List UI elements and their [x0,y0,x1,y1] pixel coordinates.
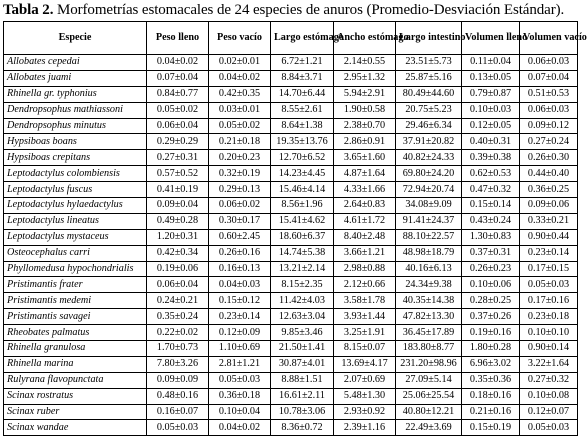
cell-largo-estomago: 8.84±3.71 [271,70,334,86]
header-ancho-estomago: Ancho estómago [334,22,396,55]
cell-ancho-estomago: 2.93±0.92 [334,404,396,420]
cell-volumen-lleno: 0.40±0.31 [462,134,520,150]
cell-largo-estomago: 8.15±2.35 [271,277,334,293]
cell-largo-estomago: 19.35±13.76 [271,134,334,150]
table-row [4,277,578,293]
cell-ancho-estomago: 2.07±0.69 [334,372,396,388]
cell-species: Hypsiboas crepitans [4,150,147,166]
cell-largo-intestino: 40.16±6.13 [396,261,462,277]
cell-species: Scinax ruber [4,404,147,420]
cell-largo-estomago: 15.46±4.14 [271,182,334,198]
header-peso-lleno: Peso lleno [147,22,209,55]
cell-species: Leptodactylus lineatus [4,213,147,229]
cell-peso-lleno: 0.41±0.19 [147,182,209,198]
cell-volumen-lleno: 1.80±0.28 [462,341,520,357]
cell-largo-intestino: 34.08±9.09 [396,198,462,214]
cell-largo-estomago: 8.56±1.96 [271,198,334,214]
table-row [4,198,578,214]
table-row [4,166,578,182]
cell-peso-vacio: 0.29±0.13 [209,182,271,198]
cell-volumen-lleno: 0.39±0.38 [462,150,520,166]
cell-largo-intestino: 22.49±3.69 [396,420,462,436]
table-row [4,372,578,388]
cell-volumen-lleno: 0.37±0.26 [462,309,520,325]
cell-largo-estomago: 9.85±3.46 [271,325,334,341]
cell-volumen-lleno: 0.35±0.36 [462,372,520,388]
cell-volumen-vacio: 0.27±0.32 [520,372,578,388]
table-row [4,102,578,118]
cell-largo-intestino: 69.80±24.20 [396,166,462,182]
table-row [4,261,578,277]
cell-ancho-estomago: 2.39±1.16 [334,420,396,436]
cell-peso-lleno: 0.24±0.21 [147,293,209,309]
cell-ancho-estomago: 2.14±0.55 [334,55,396,71]
cell-ancho-estomago: 5.94±2.91 [334,86,396,102]
cell-peso-vacio: 0.03±0.01 [209,102,271,118]
cell-volumen-vacio: 0.33±0.21 [520,213,578,229]
cell-species: Rulyrana flavopunctata [4,372,147,388]
cell-peso-lleno: 0.49±0.28 [147,213,209,229]
cell-largo-estomago: 14.70±6.44 [271,86,334,102]
cell-ancho-estomago: 2.12±0.66 [334,277,396,293]
cell-peso-lleno: 0.84±0.77 [147,86,209,102]
cell-peso-lleno: 0.09±0.04 [147,198,209,214]
cell-peso-vacio: 0.10±0.04 [209,404,271,420]
cell-peso-lleno: 0.05±0.02 [147,102,209,118]
cell-peso-vacio: 0.04±0.03 [209,277,271,293]
cell-peso-vacio: 0.42±0.35 [209,86,271,102]
cell-volumen-vacio: 0.17±0.15 [520,261,578,277]
cell-volumen-lleno: 0.12±0.05 [462,118,520,134]
cell-peso-vacio: 0.05±0.03 [209,372,271,388]
cell-largo-intestino: 88.10±22.57 [396,229,462,245]
cell-species: Allobates juami [4,70,147,86]
cell-largo-intestino: 25.06±25.54 [396,388,462,404]
cell-species: Rhinella gr. typhonius [4,86,147,102]
cell-peso-lleno: 0.57±0.52 [147,166,209,182]
cell-peso-lleno: 0.04±0.02 [147,55,209,71]
cell-volumen-lleno: 0.26±0.23 [462,261,520,277]
cell-ancho-estomago: 2.95±1.32 [334,70,396,86]
document-page [3,2,587,436]
header-volumen-lleno: Volumen lleno [462,22,520,55]
table-header-row [4,22,578,55]
cell-volumen-vacio: 0.36±0.25 [520,182,578,198]
cell-volumen-lleno: 0.21±0.16 [462,404,520,420]
table-row [4,70,578,86]
cell-volumen-vacio: 0.23±0.14 [520,245,578,261]
cell-largo-estomago: 14.23±4.45 [271,166,334,182]
cell-volumen-lleno: 0.15±0.19 [462,420,520,436]
cell-peso-lleno: 0.06±0.04 [147,277,209,293]
cell-peso-vacio: 0.20±0.23 [209,150,271,166]
cell-largo-estomago: 13.21±2.14 [271,261,334,277]
cell-volumen-lleno: 0.47±0.32 [462,182,520,198]
cell-largo-estomago: 30.87±4.01 [271,356,334,372]
cell-ancho-estomago: 2.38±0.70 [334,118,396,134]
cell-peso-vacio: 1.10±0.69 [209,341,271,357]
cell-largo-estomago: 15.41±4.62 [271,213,334,229]
cell-largo-intestino: 47.82±13.30 [396,309,462,325]
cell-volumen-vacio: 0.10±0.08 [520,388,578,404]
cell-volumen-vacio: 0.06±0.03 [520,55,578,71]
cell-peso-lleno: 0.09±0.09 [147,372,209,388]
header-peso-vacio: Peso vacío [209,22,271,55]
header-largo-estomago: Largo estómago [271,22,334,55]
cell-species: Leptodactylus mystaceus [4,229,147,245]
table-row [4,182,578,198]
cell-species: Hypsiboas boans [4,134,147,150]
cell-ancho-estomago: 3.65±1.60 [334,150,396,166]
cell-species: Phyllomedusa hypochondrialis [4,261,147,277]
cell-volumen-lleno: 0.37±0.31 [462,245,520,261]
table-row [4,356,578,372]
cell-volumen-vacio: 3.22±1.64 [520,356,578,372]
header-volumen-vacio: Volumen vacío [520,22,578,55]
cell-species: Rhinella marina [4,356,147,372]
cell-largo-estomago: 21.50±1.41 [271,341,334,357]
cell-volumen-lleno: 0.11±0.04 [462,55,520,71]
cell-ancho-estomago: 3.66±1.21 [334,245,396,261]
cell-volumen-vacio: 0.51±0.53 [520,86,578,102]
table-row [4,213,578,229]
cell-largo-estomago: 10.78±3.06 [271,404,334,420]
cell-largo-intestino: 25.87±5.16 [396,70,462,86]
cell-ancho-estomago: 2.64±0.83 [334,198,396,214]
cell-species: Osteocephalus carri [4,245,147,261]
cell-largo-estomago: 14.74±5.38 [271,245,334,261]
table-row [4,309,578,325]
cell-volumen-lleno: 0.19±0.16 [462,325,520,341]
table-row [4,388,578,404]
cell-largo-intestino: 23.51±5.73 [396,55,462,71]
cell-largo-intestino: 48.98±18.79 [396,245,462,261]
table-row [4,293,578,309]
table-row [4,55,578,71]
cell-peso-lleno: 0.22±0.02 [147,325,209,341]
cell-species: Leptodactylus fuscus [4,182,147,198]
table-row [4,325,578,341]
cell-volumen-vacio: 0.06±0.03 [520,102,578,118]
cell-peso-lleno: 0.19±0.06 [147,261,209,277]
cell-volumen-vacio: 0.90±0.14 [520,341,578,357]
cell-peso-vacio: 0.21±0.18 [209,134,271,150]
cell-peso-vacio: 0.15±0.12 [209,293,271,309]
cell-peso-lleno: 0.42±0.34 [147,245,209,261]
cell-peso-vacio: 0.05±0.02 [209,118,271,134]
cell-largo-intestino: 29.46±6.34 [396,118,462,134]
cell-species: Dendropsophus minutus [4,118,147,134]
cell-volumen-vacio: 0.10±0.10 [520,325,578,341]
cell-volumen-lleno: 6.96±3.02 [462,356,520,372]
cell-largo-intestino: 27.09±5.14 [396,372,462,388]
cell-species: Pristimantis savagei [4,309,147,325]
table-row [4,150,578,166]
cell-peso-vacio: 0.26±0.16 [209,245,271,261]
cell-largo-estomago: 6.72±1.21 [271,55,334,71]
cell-volumen-vacio: 0.44±0.40 [520,166,578,182]
cell-peso-lleno: 1.70±0.73 [147,341,209,357]
cell-largo-intestino: 24.34±9.38 [396,277,462,293]
cell-largo-intestino: 40.35±14.38 [396,293,462,309]
cell-largo-estomago: 8.88±1.51 [271,372,334,388]
cell-species: Rhinella granulosa [4,341,147,357]
cell-volumen-lleno: 1.30±0.83 [462,229,520,245]
cell-peso-lleno: 0.16±0.07 [147,404,209,420]
table-row [4,118,578,134]
morphometry-table [3,21,587,436]
cell-largo-intestino: 40.82±24.33 [396,150,462,166]
cell-peso-vacio: 0.60±2.45 [209,229,271,245]
cell-peso-lleno: 0.48±0.16 [147,388,209,404]
cell-ancho-estomago: 4.61±1.72 [334,213,396,229]
cell-largo-estomago: 8.36±0.72 [271,420,334,436]
cell-largo-intestino: 37.91±20.82 [396,134,462,150]
cell-ancho-estomago: 2.98±0.88 [334,261,396,277]
table-row [4,341,578,357]
cell-largo-estomago: 12.63±3.04 [271,309,334,325]
cell-species: Leptodactylus hylaedactylus [4,198,147,214]
cell-peso-vacio: 0.04±0.02 [209,420,271,436]
cell-peso-vacio: 2.81±1.21 [209,356,271,372]
cell-volumen-lleno: 0.15±0.14 [462,198,520,214]
cell-species: Scinax wandae [4,420,147,436]
cell-largo-estomago: 11.42±4.03 [271,293,334,309]
table-row [4,420,578,436]
cell-ancho-estomago: 3.93±1.44 [334,309,396,325]
cell-largo-estomago: 12.70±6.52 [271,150,334,166]
cell-peso-lleno: 0.06±0.04 [147,118,209,134]
cell-largo-estomago: 18.60±6.37 [271,229,334,245]
cell-largo-intestino: 40.80±12.21 [396,404,462,420]
cell-ancho-estomago: 4.33±1.66 [334,182,396,198]
cell-largo-intestino: 91.41±24.37 [396,213,462,229]
cell-ancho-estomago: 1.90±0.58 [334,102,396,118]
cell-volumen-lleno: 0.43±0.24 [462,213,520,229]
cell-ancho-estomago: 3.58±1.78 [334,293,396,309]
cell-volumen-vacio: 0.12±0.07 [520,404,578,420]
table-caption [3,2,577,19]
cell-largo-intestino: 80.49±44.60 [396,86,462,102]
cell-peso-vacio: 0.04±0.02 [209,70,271,86]
cell-volumen-vacio: 0.09±0.12 [520,118,578,134]
caption-label: Tabla 2. [3,2,54,18]
header-largo-intestino: Largo intestino [396,22,462,55]
cell-largo-intestino: 72.94±20.74 [396,182,462,198]
cell-ancho-estomago: 3.25±1.91 [334,325,396,341]
cell-volumen-lleno: 0.10±0.03 [462,102,520,118]
cell-largo-intestino: 20.75±5.23 [396,102,462,118]
cell-species: Pristimantis medemi [4,293,147,309]
cell-species: Pristimantis frater [4,277,147,293]
cell-peso-vacio: 0.06±0.02 [209,198,271,214]
cell-ancho-estomago: 8.40±2.48 [334,229,396,245]
cell-peso-vacio: 0.36±0.18 [209,388,271,404]
cell-volumen-vacio: 0.17±0.16 [520,293,578,309]
cell-largo-estomago: 8.64±1.38 [271,118,334,134]
cell-largo-intestino: 183.80±8.77 [396,341,462,357]
cell-peso-vacio: 0.02±0.01 [209,55,271,71]
cell-peso-lleno: 0.29±0.29 [147,134,209,150]
cell-volumen-vacio: 0.90±0.44 [520,229,578,245]
cell-peso-vacio: 0.32±0.19 [209,166,271,182]
cell-largo-intestino: 231.20±98.96 [396,356,462,372]
cell-ancho-estomago: 5.48±1.30 [334,388,396,404]
cell-volumen-vacio: 0.26±0.30 [520,150,578,166]
cell-peso-lleno: 1.20±0.31 [147,229,209,245]
table-row [4,86,578,102]
cell-volumen-lleno: 0.28±0.25 [462,293,520,309]
cell-ancho-estomago: 13.69±4.17 [334,356,396,372]
table-row [4,134,578,150]
cell-largo-estomago: 16.61±2.11 [271,388,334,404]
cell-peso-lleno: 0.07±0.04 [147,70,209,86]
cell-volumen-vacio: 0.27±0.24 [520,134,578,150]
table-row [4,245,578,261]
cell-peso-vacio: 0.23±0.14 [209,309,271,325]
cell-volumen-vacio: 0.05±0.03 [520,420,578,436]
cell-largo-intestino: 36.45±17.89 [396,325,462,341]
table-body [4,55,578,436]
cell-volumen-lleno: 0.62±0.53 [462,166,520,182]
cell-species: Leptodactylus colombiensis [4,166,147,182]
cell-largo-estomago: 8.55±2.61 [271,102,334,118]
cell-volumen-lleno: 0.10±0.06 [462,277,520,293]
cell-volumen-vacio: 0.07±0.04 [520,70,578,86]
cell-peso-vacio: 0.12±0.09 [209,325,271,341]
cell-volumen-lleno: 0.13±0.05 [462,70,520,86]
cell-volumen-vacio: 0.05±0.03 [520,277,578,293]
cell-peso-vacio: 0.30±0.17 [209,213,271,229]
cell-peso-lleno: 0.27±0.31 [147,150,209,166]
cell-volumen-lleno: 0.79±0.87 [462,86,520,102]
header-species: Especie [4,22,147,55]
cell-volumen-lleno: 0.18±0.16 [462,388,520,404]
cell-peso-lleno: 0.05±0.03 [147,420,209,436]
cell-species: Rheobates palmatus [4,325,147,341]
cell-species: Dendropsophus mathiassoni [4,102,147,118]
table-row [4,229,578,245]
cell-peso-vacio: 0.16±0.13 [209,261,271,277]
cell-species: Scinax rostratus [4,388,147,404]
cell-peso-lleno: 7.80±3.26 [147,356,209,372]
cell-ancho-estomago: 8.15±0.07 [334,341,396,357]
cell-peso-lleno: 0.35±0.24 [147,309,209,325]
cell-species: Allobates cepedai [4,55,147,71]
cell-volumen-vacio: 0.23±0.18 [520,309,578,325]
cell-ancho-estomago: 2.86±0.91 [334,134,396,150]
table-row [4,404,578,420]
caption-text: Morfometrías estomacales de 24 especies de anuros (Promedio-Desviación Estándar). [53,2,565,18]
cell-ancho-estomago: 4.87±1.64 [334,166,396,182]
cell-volumen-vacio: 0.09±0.06 [520,198,578,214]
